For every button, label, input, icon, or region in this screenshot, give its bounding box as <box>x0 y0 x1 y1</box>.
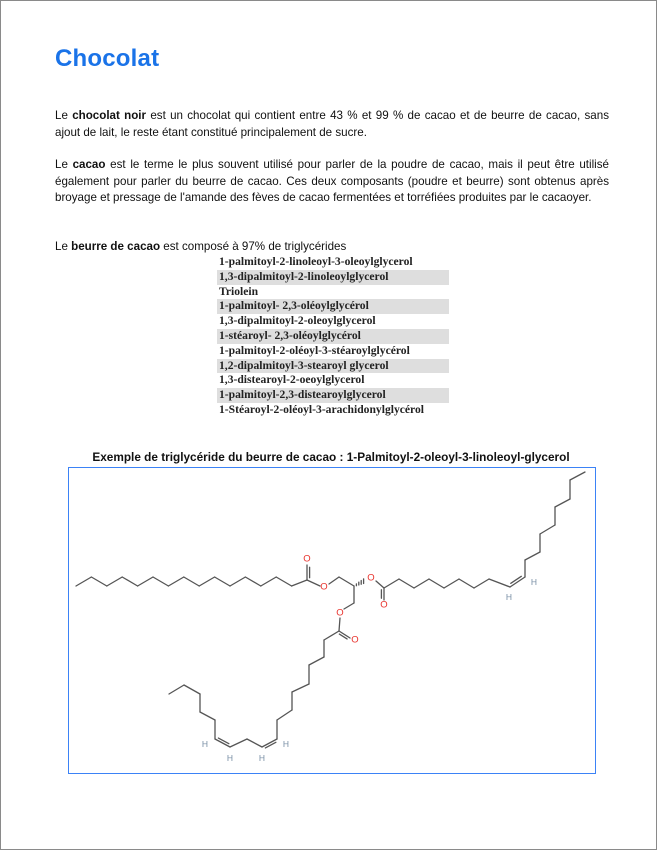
oleoyl-chain-bond <box>414 579 429 588</box>
figure-caption: Exemple de triglycéride du beurre de cacao : 1-Palmitoyl-2-oleoyl-3-linoleoyl-glycerol <box>92 450 570 464</box>
bold-term: cacao <box>72 158 106 171</box>
oleoyl-chain-bond <box>525 552 540 560</box>
oleoyl-chain-bond <box>384 579 399 588</box>
glycerol-bond <box>344 603 354 609</box>
oxygen-atom-label: O <box>336 607 344 619</box>
palmitoyl-chain-bond <box>199 577 214 586</box>
ester-bond <box>307 580 320 586</box>
triglyceride-item: 1,3-dipalmitoyl-2-linoleoylglycerol <box>217 270 449 285</box>
oxygen-atom-label: O <box>303 553 311 565</box>
triglyceride-item: 1,3-dipalmitoyl-2-oleoylglycerol <box>219 314 376 328</box>
text: Le <box>55 109 73 122</box>
text: est composé à 97% de triglycérides <box>160 240 347 253</box>
triglyceride-item: 1-palmitoyl- 2,3-oléoylglycérol <box>217 299 449 314</box>
palmitoyl-chain-bond <box>230 577 245 586</box>
palmitoyl-chain-bond <box>215 577 230 586</box>
text: est le terme le plus souvent utilisé pour parler de la poudre de cacao, mais il peut être utilisé également pour parler du beurre de cacao. Ces deux composants (poudre et beurre) sont obtenus après broyage et pressage de l'amande des fèves de cacao fermentées et torréfiées produites par le cacaoyer. <box>55 158 609 204</box>
oleoyl-chain-bond <box>459 579 474 588</box>
oxygen-atom-label: O <box>351 634 359 646</box>
palmitoyl-chain-bond <box>153 577 168 586</box>
linoleoyl-chain-bond <box>184 685 200 694</box>
palmitoyl-chain-bond <box>91 577 106 586</box>
palmitoyl-chain-bond <box>292 580 307 586</box>
oleoyl-chain-bond <box>474 579 489 588</box>
bold-term: beurre de cacao <box>71 240 161 253</box>
oleoyl-chain-bond <box>444 579 459 588</box>
text: est un chocolat qui contient entre 43 % et 99 % de cacao et de beurre de cacao, sans ajout de lait, le reste étant constitué principalement de sucre. <box>55 109 609 139</box>
triglyceride-item: 1-palmitoyl-2-linoleoyl-3-oleoylglycerol <box>219 255 413 268</box>
palmitoyl-chain-bond <box>168 577 183 586</box>
linoleoyl-chain-bond <box>309 657 324 665</box>
oxygen-atom-label: O <box>320 581 328 593</box>
hydrogen-atom-label: H <box>530 577 538 587</box>
linoleoyl-chain-bond <box>230 739 247 747</box>
palmitoyl-chain-bond <box>245 577 260 586</box>
linoleoyl-chain-bond <box>247 739 262 747</box>
oleoyl-chain-bond <box>399 579 414 588</box>
triglyceride-item: Triolein <box>219 284 259 298</box>
oleoyl-chain-bond <box>570 472 585 480</box>
linoleoyl-chain-bond <box>277 710 292 720</box>
ester-bond <box>376 581 384 588</box>
triglyceride-item: 1,2-dipalmitoyl-3-stearoyl glycerol <box>217 359 449 374</box>
linoleoyl-chain-bond <box>200 712 215 720</box>
hydrogen-atom-label: H <box>505 592 513 602</box>
oxygen-atom-label: O <box>367 572 375 584</box>
oleoyl-chain-bond <box>540 525 555 534</box>
hydrogen-atom-label: H <box>282 739 290 749</box>
hydrogen-atom-label: H <box>201 739 209 749</box>
text: Le <box>55 240 72 253</box>
palmitoyl-chain-bond <box>107 577 122 586</box>
oleoyl-chain-bond <box>555 499 570 507</box>
molecule-figure <box>68 467 596 774</box>
palmitoyl-chain-bond <box>276 577 291 586</box>
oleoyl-chain-bond <box>489 579 510 587</box>
hydrogen-atom-label: H <box>258 753 266 763</box>
cis-double-bond <box>265 742 276 748</box>
linoleoyl-chain-bond <box>324 631 339 640</box>
triglyceride-item: 1-palmitoyl-2-oléoyl-3-stéaroylglycérol <box>219 343 410 357</box>
palmitoyl-chain-bond <box>184 577 199 586</box>
linoleoyl-chain-bond <box>169 685 184 694</box>
bold-term: chocolat noir <box>72 109 147 122</box>
oxygen-atom-label: O <box>380 599 388 611</box>
hydrogen-atom-label: H <box>226 753 234 763</box>
molecule-structure-diagram <box>2 2 660 855</box>
oleoyl-chain-bond <box>429 579 444 588</box>
triglyceride-item: 1-stéaroyl- 2,3-oléoylglycérol <box>217 329 449 344</box>
palmitoyl-chain-bond <box>138 577 153 586</box>
linoleoyl-chain-bond <box>292 684 309 692</box>
palmitoyl-chain-bond <box>261 577 276 586</box>
palmitoyl-chain-bond <box>122 577 137 586</box>
page-title: Chocolat <box>55 45 160 72</box>
glycerol-bond <box>339 577 354 586</box>
ester-bond <box>339 618 340 631</box>
palmitoyl-chain-bond <box>76 577 91 586</box>
triglyceride-item: 1-Stéaroyl-2-oléoyl-3-arachidonylglycérol <box>219 402 425 416</box>
cis-double-bond <box>218 738 229 744</box>
triglyceride-item: 1-palmitoyl-2,3-distearoylglycerol <box>217 388 449 403</box>
glycerol-bond <box>329 577 339 584</box>
text: Le <box>55 158 73 171</box>
triglyceride-item: 1,3-distearoyl-2-oeoylglycerol <box>219 373 365 387</box>
